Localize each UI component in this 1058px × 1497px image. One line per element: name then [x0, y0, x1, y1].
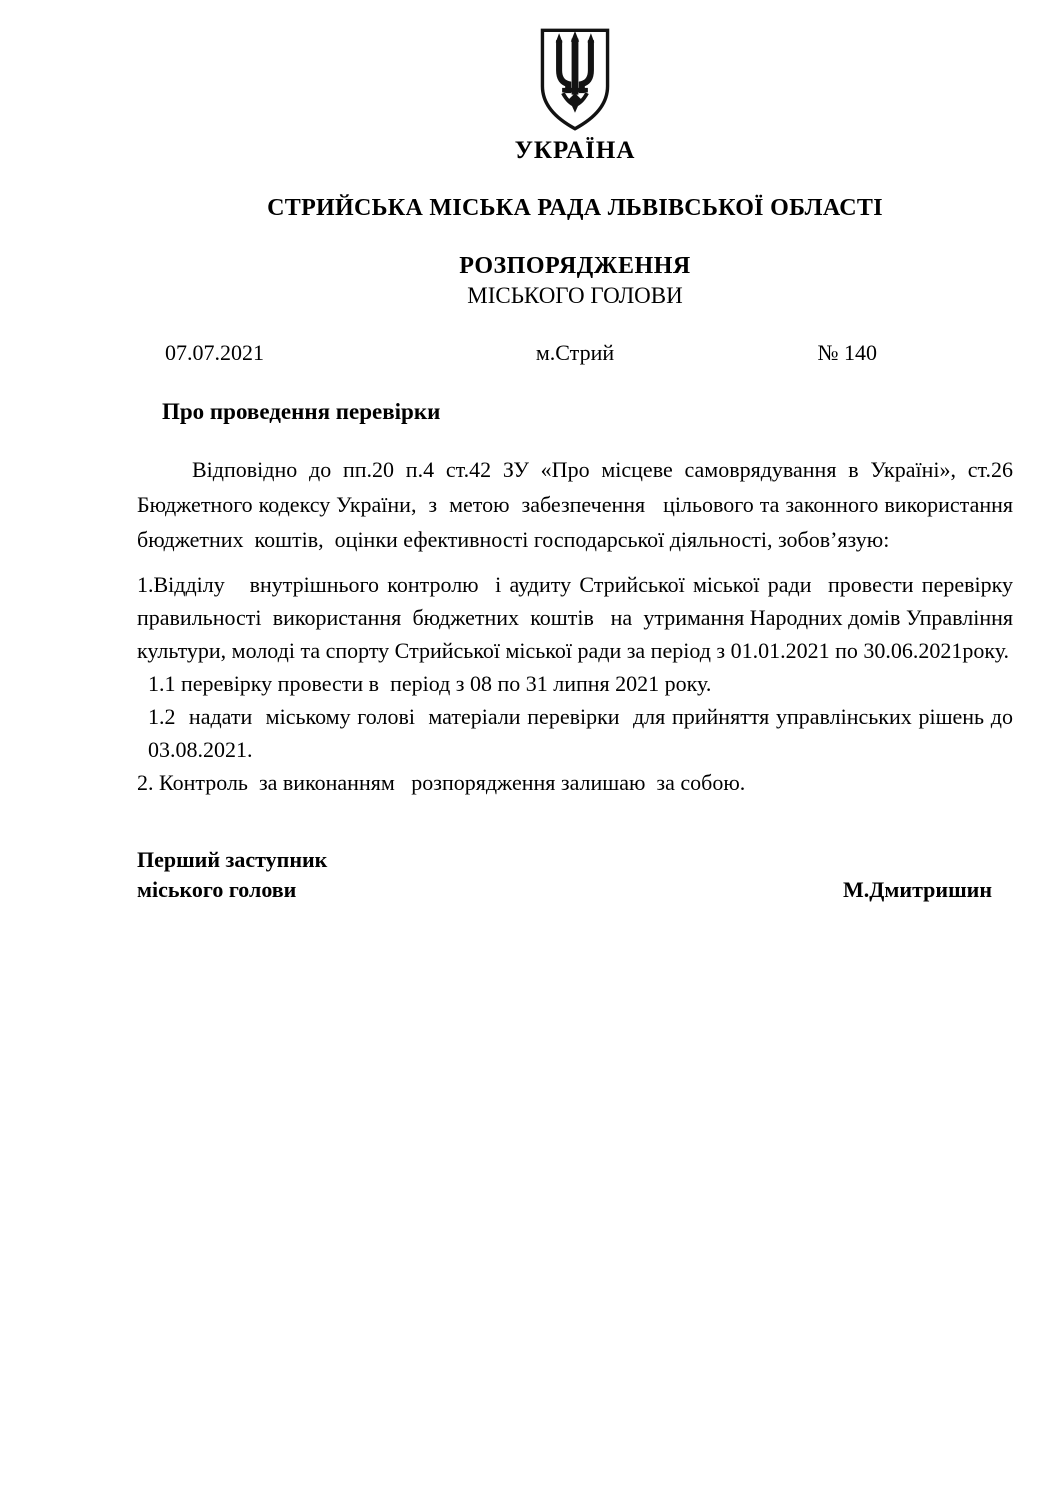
order-item-1-1: 1.1 перевірку провести в період з 08 по 31 липня 2021 року. [148, 671, 712, 696]
ukraine-trident-icon [537, 28, 613, 134]
organization-name: СТРИЙСЬКА МІСЬКА РАДА ЛЬВІВСЬКОЇ ОБЛАСТІ [267, 195, 883, 221]
order-item-1: 1.Відділу внутрішнього контролю і аудиту Стрийської міської ради провести перевірку правильності використання бюджетних коштів на утримання Народних домів Управління культури, молоді та спорту Стрийської міської ради за період з 01.01.2021 по 30.06.2021року. [137, 572, 1024, 663]
document-subtype-title: МІСЬКОГО ГОЛОВИ [467, 283, 683, 308]
document-place: м.Стрий [535, 340, 615, 365]
signature-block [137, 845, 1013, 905]
order-item-1-2: 1.2 надати міському голові матеріали перевірки для прийняття управлінських рішень до 03.08.2021. [148, 704, 1024, 762]
document-subject: Про проведення перевірки [162, 399, 441, 424]
signer-position [137, 845, 327, 905]
document-meta-row [137, 340, 1013, 366]
signer-name: М.Дмитришин [843, 877, 992, 902]
document-type-title: РОЗПОРЯДЖЕННЯ [459, 253, 691, 279]
document-date: 07.07.2021 [165, 340, 264, 365]
order-items [137, 568, 1024, 799]
signer-position-line-2: міського голови [137, 877, 297, 902]
signer-position-line-1: Перший заступник [137, 847, 328, 872]
order-item-2: 2. Контроль за виконанням розпорядження залишаю за собою. [137, 770, 746, 795]
coat-of-arms [137, 28, 1013, 134]
document-number: № 140 [817, 340, 877, 365]
country-name: УКРАЇНА [514, 137, 636, 164]
preamble-paragraph: Відповідно до пп.20 п.4 ст.42 ЗУ «Про місцеве самоврядування в Україні», ст.26 Бюджетного кодексу України, з метою забезпечення цільового та законного використання бюджетних коштів, оцінки ефективності господарської діяльності, зобов’язую: [137, 457, 1024, 552]
